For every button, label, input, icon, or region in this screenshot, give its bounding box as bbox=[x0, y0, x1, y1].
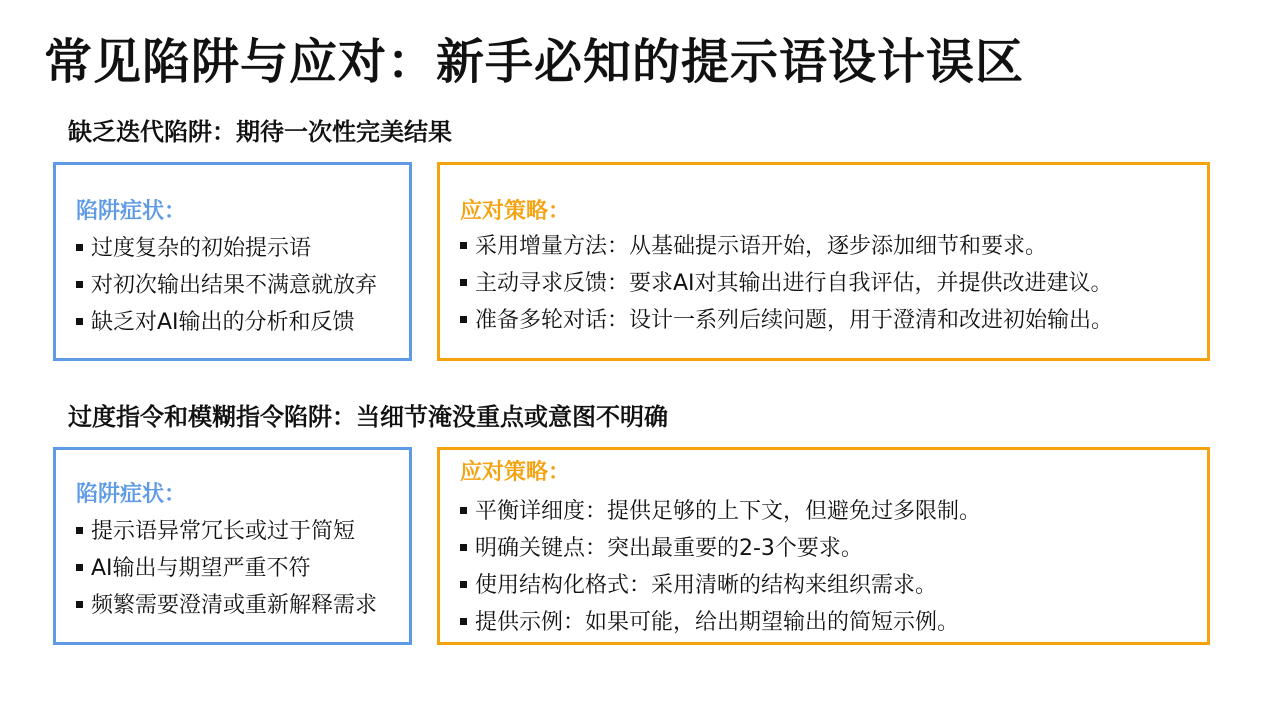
section-heading-instruction: 过度指令和模糊指令陷阱：当细节淹没重点或意图不明确 bbox=[68, 403, 668, 431]
list-item: 对初次输出结果不满意就放弃 bbox=[76, 267, 377, 304]
list-item: 准备多轮对话：设计一系列后续问题，用于澄清和改进初始输出。 bbox=[460, 302, 1113, 339]
list-item: 主动寻求反馈：要求AI对其输出进行自我评估，并提供改进建议。 bbox=[460, 265, 1113, 302]
strategy-box-instruction bbox=[437, 447, 1210, 645]
list-item: 提示语异常冗长或过于简短 bbox=[76, 513, 377, 550]
list-item: 缺乏对AI输出的分析和反馈 bbox=[76, 304, 377, 341]
bullet-icon bbox=[460, 279, 467, 286]
symptoms-box-iteration bbox=[53, 162, 412, 361]
list-item: AI输出与期望严重不符 bbox=[76, 550, 377, 587]
symptoms-list bbox=[76, 513, 377, 624]
list-item: 使用结构化格式：采用清晰的结构来组织需求。 bbox=[460, 567, 981, 604]
symptoms-title: 陷阱症状： bbox=[76, 482, 187, 507]
strategy-list bbox=[460, 228, 1113, 339]
symptoms-box-instruction bbox=[53, 447, 412, 645]
bullet-icon bbox=[76, 244, 83, 251]
bullet-icon bbox=[76, 527, 83, 534]
bullet-icon bbox=[460, 242, 467, 249]
bullet-icon bbox=[76, 564, 83, 571]
strategy-title: 应对策略： bbox=[460, 199, 571, 224]
list-item: 明确关键点：突出最重要的2-3个要求。 bbox=[460, 530, 981, 567]
bullet-icon bbox=[460, 507, 467, 514]
bullet-icon bbox=[76, 281, 83, 288]
list-item: 提供示例：如果可能，给出期望输出的简短示例。 bbox=[460, 604, 981, 641]
symptoms-title: 陷阱症状： bbox=[76, 199, 187, 224]
slide-title: 常见陷阱与应对：新手必知的提示语设计误区 bbox=[44, 34, 1025, 90]
bullet-icon bbox=[76, 601, 83, 608]
list-item: 采用增量方法：从基础提示语开始，逐步添加细节和要求。 bbox=[460, 228, 1113, 265]
strategy-list bbox=[460, 493, 981, 641]
symptoms-list bbox=[76, 230, 377, 341]
strategy-title: 应对策略： bbox=[460, 460, 571, 485]
bullet-icon bbox=[460, 316, 467, 323]
section-heading-iteration: 缺乏迭代陷阱：期待一次性完美结果 bbox=[68, 118, 452, 146]
strategy-box-iteration bbox=[437, 162, 1210, 361]
list-item: 频繁需要澄清或重新解释需求 bbox=[76, 587, 377, 624]
bullet-icon bbox=[76, 318, 83, 325]
list-item: 平衡详细度：提供足够的上下文，但避免过多限制。 bbox=[460, 493, 981, 530]
list-item: 过度复杂的初始提示语 bbox=[76, 230, 377, 267]
bullet-icon bbox=[460, 618, 467, 625]
bullet-icon bbox=[460, 581, 467, 588]
bullet-icon bbox=[460, 544, 467, 551]
